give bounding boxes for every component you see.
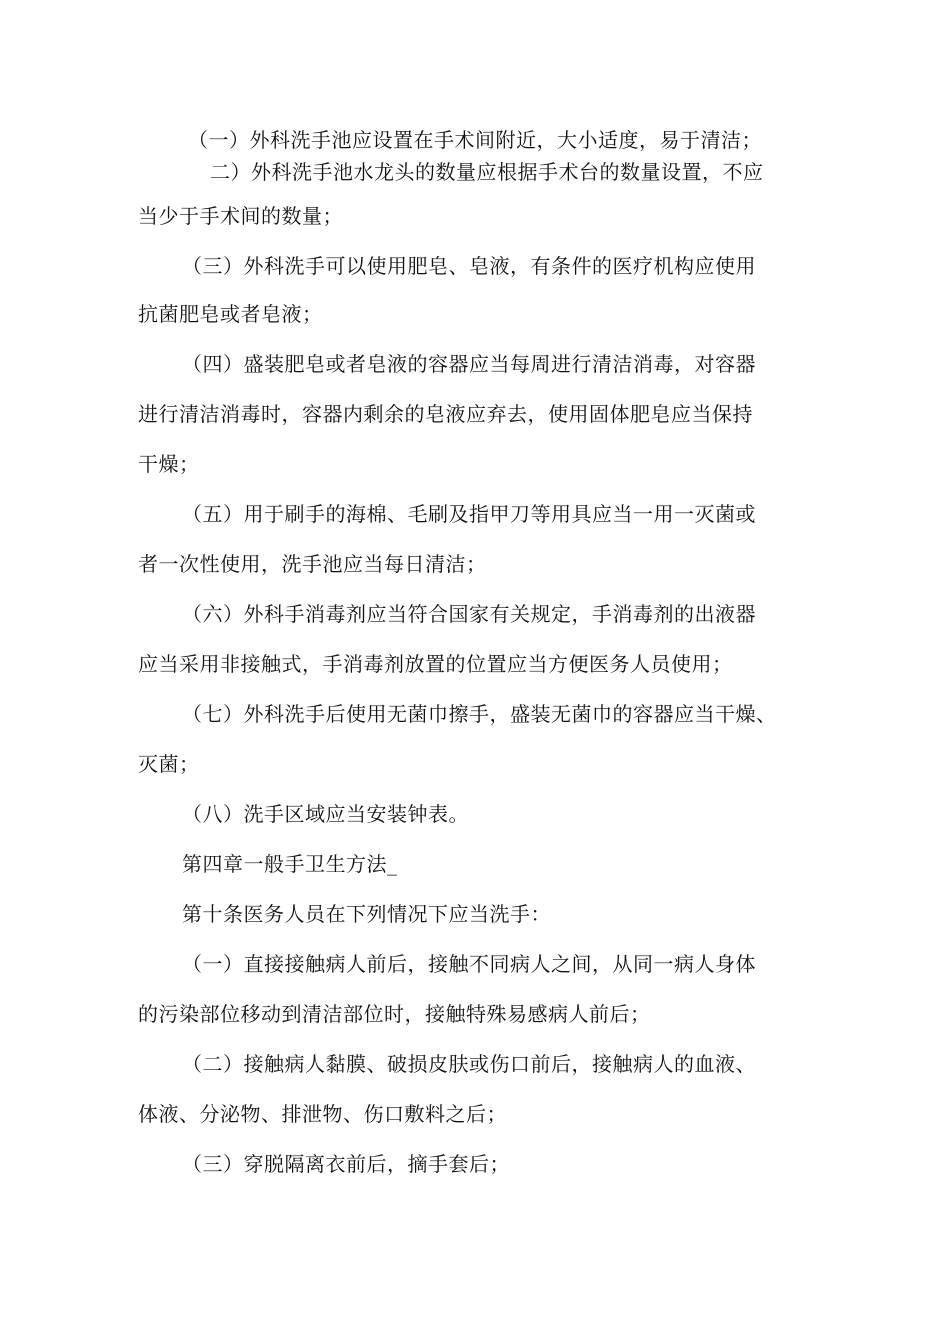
text-line: （七）外科洗手后使用无菌巾擦手，盛装无菌巾的容器应当干燥、 (182, 702, 777, 726)
text-line: 灭菌； (138, 752, 200, 776)
text-line: （八）洗手区域应当安装钟表。 (182, 802, 469, 826)
text-line: （一）外科洗手池应设置在手术间附近，大小适度，易于清洁； (188, 128, 762, 152)
text-line: 的污染部位移动到清洁部位时，接触特殊易感病人前后； (138, 1002, 651, 1026)
text-line: （三）穿脱隔离衣前后，摘手套后； (182, 1152, 510, 1176)
text-line: （二）接触病人黏膜、破损皮肤或伤口前后，接触病人的血液、 (182, 1052, 756, 1076)
article-heading: 第十条医务人员在下列情况下应当洗手： (182, 902, 551, 926)
text-line: （五）用于刷手的海棉、毛刷及指甲刀等用具应当一用一灭菌或 (182, 502, 756, 526)
text-line: 干燥； (138, 452, 200, 476)
text-line: 进行清洁消毒时，容器内剩余的皂液应弃去，使用固体肥皂应当保持 (138, 402, 753, 426)
text-line: 者一次性使用，洗手池应当每日清洁； (138, 552, 487, 576)
text-line: 抗菌肥皂或者皂液； (138, 302, 323, 326)
text-line: （三）外科洗手可以使用肥皂、皂液，有条件的医疗机构应使用 (182, 254, 756, 278)
text-line: 应当采用非接触式，手消毒剂放置的位置应当方便医务人员使用； (138, 652, 733, 676)
text-line: 当少于手术间的数量； (138, 204, 343, 228)
text-line: 二）外科洗手池水龙头的数量应根据手术台的数量设置，不应 (210, 160, 764, 184)
text-line: （四）盛装肥皂或者皂液的容器应当每周进行清洁消毒，对容器 (182, 352, 756, 376)
text-line: 体液、分泌物、排泄物、伤口敷料之后； (138, 1102, 507, 1126)
chapter-heading: 第四章一般手卫生方法_ (182, 852, 398, 876)
text-line: （一）直接接触病人前后，接触不同病人之间，从同一病人身体 (182, 952, 756, 976)
text-line: （六）外科手消毒剂应当符合国家有关规定，手消毒剂的出液器 (182, 602, 756, 626)
